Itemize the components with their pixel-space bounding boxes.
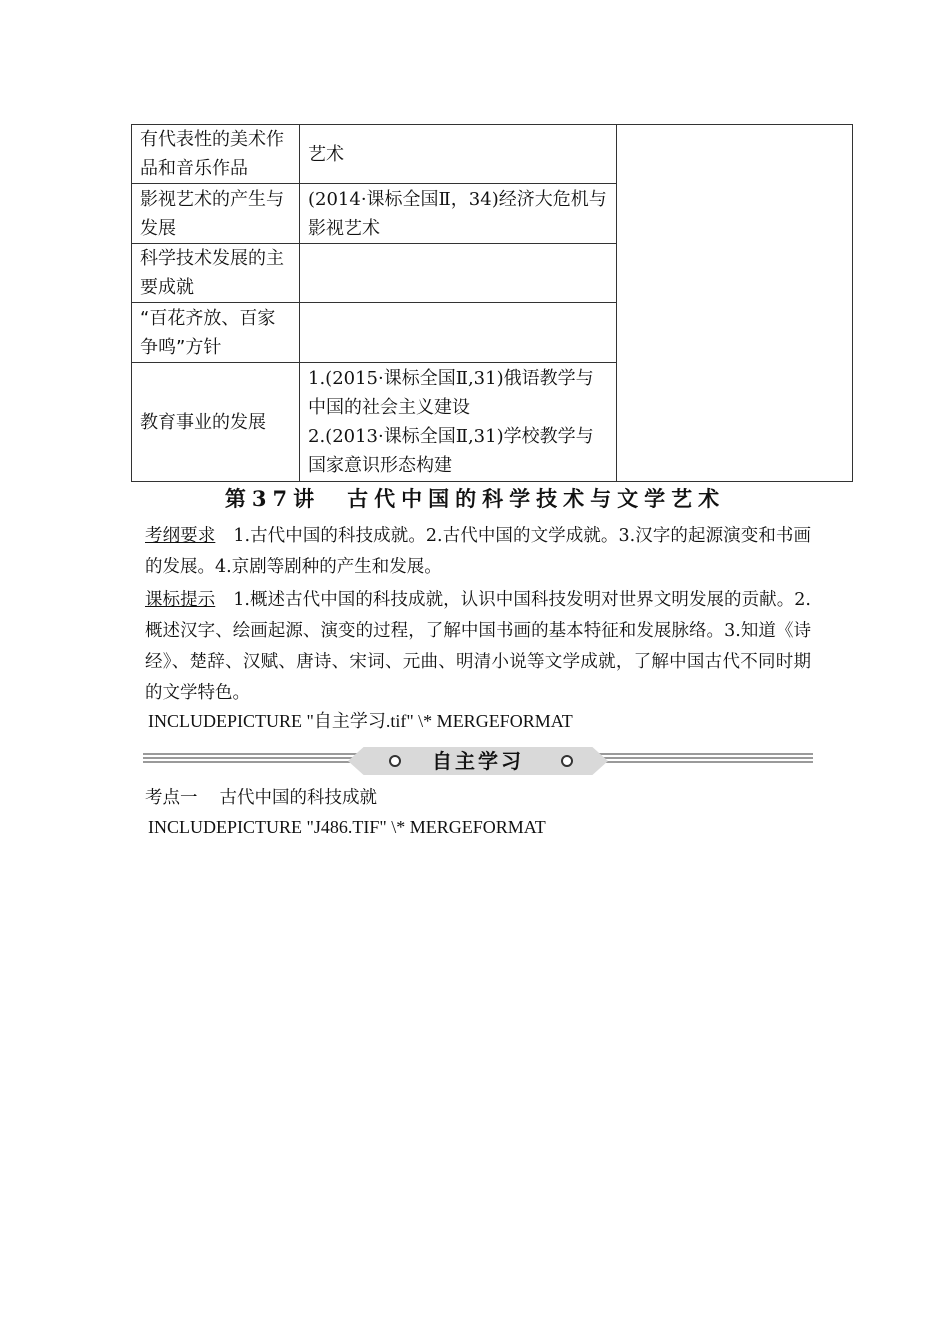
topic-cell: “百花齐放、百家争鸣”方针 bbox=[132, 303, 300, 363]
curriculum-paragraph bbox=[145, 585, 811, 709]
banner-title: 自主学习 bbox=[432, 749, 524, 773]
topic-table bbox=[131, 124, 853, 482]
topic-cell: 有代表性的美术作品和音乐作品 bbox=[132, 125, 300, 184]
topic-cell: 科学技术发展的主要成就 bbox=[132, 244, 300, 303]
curriculum-text: 1.概述古代中国的科技成就，认识中国科技发明对世界文明发展的贡献。2.概述汉字、绘画起源、演变的过程，了解中国书画的基本特征和发展脉络。3.知道《诗经》、楚辞、汉赋、唐诗、宋词、元曲、明清小说等文学成就，了解中国古代不同时期的文学特色。 bbox=[145, 590, 811, 703]
banner-rule-left bbox=[143, 753, 361, 765]
exam-cell bbox=[300, 244, 617, 303]
lesson-title: 第37讲 古代中国的科学技术与文学艺术 bbox=[224, 486, 726, 511]
table-row bbox=[132, 125, 853, 184]
requirements-paragraph bbox=[145, 521, 811, 583]
exam-cell bbox=[300, 125, 617, 184]
exam-item: (2014·课标全国Ⅱ，34)经济大危机与影视艺术 bbox=[308, 188, 607, 239]
circle-icon bbox=[561, 755, 573, 767]
requirements-label: 考纲要求 bbox=[145, 526, 216, 546]
exam-cell bbox=[300, 184, 617, 244]
section-number: 考点一 bbox=[145, 788, 198, 808]
section-banner bbox=[143, 747, 813, 775]
exam-cell bbox=[300, 363, 617, 482]
banner-rule-right bbox=[595, 753, 813, 765]
field-code-line: INCLUDEPICTURE "自主学习.tif" \* MERGEFORMAT bbox=[148, 711, 573, 731]
topic-cell: 影视艺术的产生与发展 bbox=[132, 184, 300, 244]
curriculum-label: 课标提示 bbox=[145, 590, 216, 610]
notes-cell bbox=[617, 125, 853, 482]
field-code-line: INCLUDEPICTURE "J486.TIF" \* MERGEFORMAT bbox=[148, 817, 546, 837]
circle-icon bbox=[389, 755, 401, 767]
requirements-text: 1.古代中国的科技成就。2.古代中国的文学成就。3.汉字的起源演变和书画的发展。4.京剧等剧种的产生和发展。 bbox=[145, 526, 811, 577]
exam-item: 2.(2013·课标全国Ⅱ,31)学校教学与国家意识形态构建 bbox=[308, 426, 594, 476]
section-title: 古代中国的科技成就 bbox=[219, 788, 377, 808]
topic-cell: 教育事业的发展 bbox=[132, 363, 300, 482]
section-heading bbox=[145, 785, 377, 811]
exam-item: 1.(2015·课标全国Ⅱ,31)俄语教学与中国的社会主义建设 bbox=[308, 368, 594, 418]
exam-cell bbox=[300, 303, 617, 363]
exam-item: 艺术 bbox=[308, 143, 344, 165]
